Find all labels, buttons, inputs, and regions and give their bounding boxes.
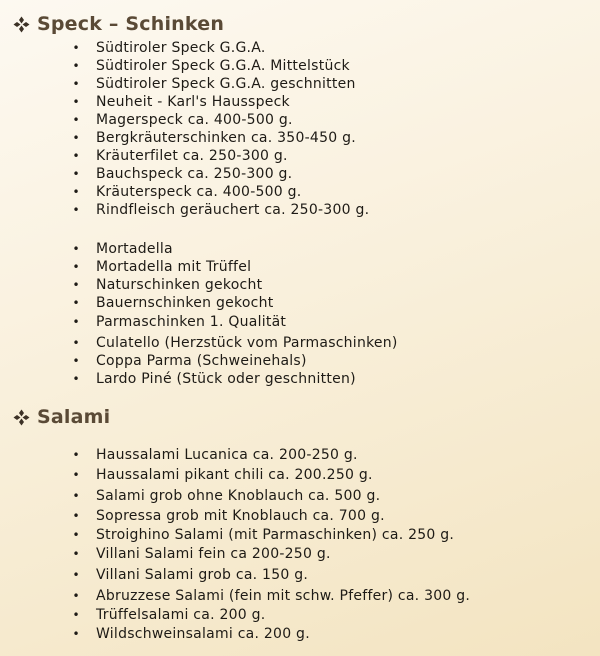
bullet-marker: • [72,278,80,292]
list-item-text: Sopressa grob mit Knoblauch ca. 700 g. [96,508,385,524]
bullet-marker: • [72,203,80,217]
bullet-marker: • [72,260,80,274]
list-item-text: Bauchspeck ca. 250-300 g. [96,166,293,182]
bullet-marker: • [72,448,80,462]
section-title: Speck – Schinken [37,13,225,35]
section-title: Salami [37,406,111,428]
list-item-text: Mortadella mit Trüffel [96,259,252,275]
list-item-text: Wildschweinsalami ca. 200 g. [96,626,310,642]
bullet-marker: • [72,354,80,368]
bullet-marker: • [72,41,80,55]
bullet-marker: • [72,509,80,523]
bullet-marker: • [72,528,80,542]
bullet-marker: • [72,589,80,603]
list-item-text: Parmaschinken 1. Qualität [96,314,287,330]
list-item-text: Mortadella [96,241,173,257]
bullet-marker: • [72,95,80,109]
bullet-marker: • [72,547,80,561]
bullet-marker: • [72,59,80,73]
list-item-text: Rindfleisch geräuchert ca. 250-300 g. [96,202,370,218]
list-item-text: Trüffelsalami ca. 200 g. [96,607,266,623]
list-item-text: Bergkräuterschinken ca. 350-450 g. [96,130,356,146]
list-item-text: Südtiroler Speck G.G.A. geschnitten [96,76,356,92]
list-item-text: Abruzzese Salami (fein mit schw. Pfeffer) ca. 300 g. [96,588,471,604]
bullet-marker: • [72,167,80,181]
list-item-text: Südtiroler Speck G.G.A. [96,40,266,56]
list-item-text: Stroighino Salami (mit Parmaschinken) ca. 250 g. [96,527,455,543]
list-item-text: Culatello (Herzstück vom Parmaschinken) [96,335,398,351]
list-item-text: Coppa Parma (Schweinehals) [96,353,307,369]
list-item-text: Salami grob ohne Knoblauch ca. 500 g. [96,488,381,504]
list-item-text: Bauernschinken gekocht [96,295,274,311]
list-item-text: Magerspeck ca. 400-500 g. [96,112,293,128]
section-heading-salami [13,406,110,428]
bullet-marker: • [72,315,80,329]
bullet-marker: • [72,627,80,641]
list-item-text: Lardo Piné (Stück oder geschnitten) [96,371,356,387]
bullet-marker: • [72,296,80,310]
bullet-marker: • [72,468,80,482]
list-item-text: Villani Salami fein ca 200-250 g. [96,546,331,562]
bullet-marker: • [72,77,80,91]
diamond-cluster-icon [13,409,30,426]
list-item-text: Haussalami pikant chili ca. 200.250 g. [96,467,373,483]
list-item-text: Neuheit - Karl's Hausspeck [96,94,290,110]
bullet-marker: • [72,131,80,145]
list-item-text: Südtiroler Speck G.G.A. Mittelstück [96,58,350,74]
bullet-marker: • [72,608,80,622]
bullet-marker: • [72,372,80,386]
list-item-text: Naturschinken gekocht [96,277,263,293]
bullet-marker: • [72,149,80,163]
list-item-text: Kräuterfilet ca. 250-300 g. [96,148,288,164]
list-item-text: Haussalami Lucanica ca. 200-250 g. [96,447,358,463]
bullet-marker: • [72,568,80,582]
section-heading-speck-schinken [13,13,224,35]
bullet-marker: • [72,336,80,350]
bullet-marker: • [72,185,80,199]
diamond-cluster-icon [13,16,30,33]
list-item-text: Villani Salami grob ca. 150 g. [96,567,309,583]
list-item-text: Kräuterspeck ca. 400-500 g. [96,184,302,200]
bullet-marker: • [72,489,80,503]
bullet-marker: • [72,242,80,256]
bullet-marker: • [72,113,80,127]
